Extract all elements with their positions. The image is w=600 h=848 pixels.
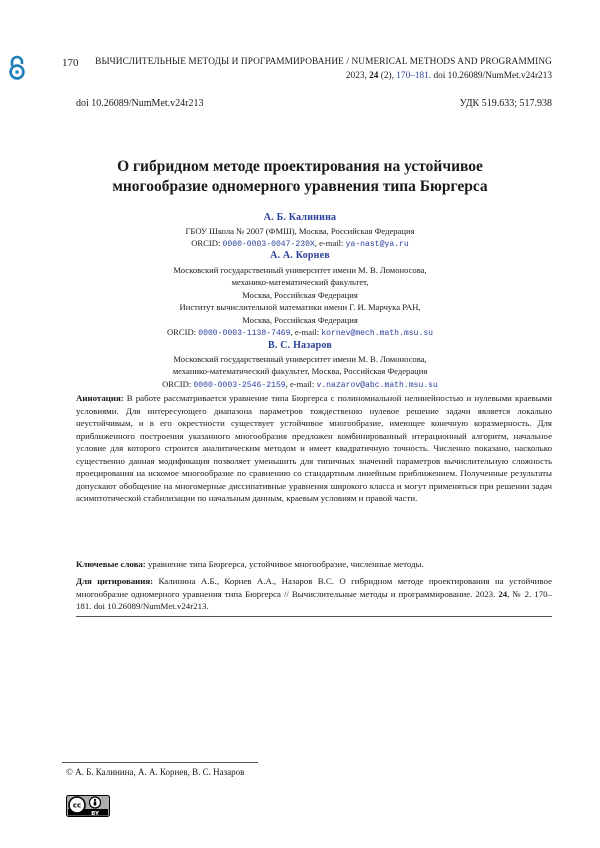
article-title <box>60 157 540 197</box>
author-affiliation <box>60 353 540 392</box>
keywords-label: Ключевые слова: <box>76 559 146 569</box>
affiliation-line: механико-математический факультет, Москва, Российская Федерация <box>172 366 428 377</box>
email-label: , e-mail: <box>314 238 344 249</box>
citation-volume: 24 <box>498 588 508 599</box>
citation-label: Для цитирования: <box>76 576 154 586</box>
udk-code: УДК 519.633; 517.938 <box>459 98 552 109</box>
email-link[interactable]: v.nazarov@abc.math.msu.su <box>316 380 438 390</box>
section-divider <box>76 616 552 617</box>
orcid-link[interactable]: 0000-0003-2546-2159 <box>193 380 286 390</box>
abstract <box>76 392 552 505</box>
affiliation-line: Московский государственный университет имени М. В. Ломоносова, <box>173 354 427 364</box>
journal-name: ВЫЧИСЛИТЕЛЬНЫЕ МЕТОДЫ И ПРОГРАММИРОВАНИЕ / NUMERICAL METHODS AND PROGRAMMING <box>95 57 552 67</box>
orcid-label: ORCID: <box>166 327 197 338</box>
author-name: А. Б. Калинина <box>263 212 337 223</box>
orcid-link[interactable]: 0000-0003-1138-7469 <box>198 329 291 339</box>
affiliation-line: ГБОУ Школа № 2007 (ФМШ), Москва, Российская Федерация <box>185 226 415 236</box>
affiliation-line: механико-математический факультет, <box>231 277 369 288</box>
email-label: , e-mail: <box>290 327 320 338</box>
affiliation-line: Московский государственный университет имени М. В. Ломоносова, <box>173 265 427 275</box>
abstract-label: Аннотация: <box>76 393 124 403</box>
svg-text:cc: cc <box>72 801 82 810</box>
orcid-label: ORCID: <box>191 238 221 249</box>
page-number: 170 <box>62 57 79 69</box>
journal-issue: (2), <box>380 71 394 81</box>
author-contacts <box>60 326 540 340</box>
copyright-notice: © А. Б. Калинина, А. А. Корнев, В. С. Назаров <box>66 767 245 777</box>
email-link[interactable]: ya-nast@ya.ru <box>345 240 409 250</box>
affiliation-line: Институт вычислительной математики имени Г. И. Марчука РАН, <box>179 302 421 313</box>
affiliation-line: Москва, Российская Федерация <box>242 289 358 300</box>
title-line-1: О гибридном методе проектирования на устойчивое <box>117 158 483 175</box>
license-label: BY <box>91 811 99 817</box>
pages-link[interactable]: 170–181. <box>396 71 432 81</box>
keywords-text: уравнение типа Бюргерса, устойчивое многообразие, численные методы. <box>147 559 424 569</box>
footnote-divider <box>62 762 258 763</box>
author-name: А. А. Корнев <box>270 250 330 261</box>
cc-by-icon[interactable] <box>66 795 110 817</box>
affiliation-line: Москва, Российская Федерация <box>242 314 358 325</box>
open-access-icon <box>8 55 26 81</box>
author-contacts <box>60 378 540 392</box>
email-link[interactable]: kornev@mech.math.msu.su <box>321 329 434 339</box>
orcid-link[interactable]: 0000-0003-0047-230X <box>222 240 315 250</box>
author-name: В. С. Назаров <box>267 340 332 351</box>
citation-text-end: , № 2. 170–181. doi 10.26089/NumMet.v24r213. <box>76 588 552 611</box>
email-label: , e-mail: <box>285 378 315 389</box>
journal-year: 2023, <box>345 71 367 81</box>
journal-volume: 24 <box>369 71 379 81</box>
orcid-label: ORCID: <box>162 378 192 389</box>
title-line-2: многообразие одномерного уравнения типа Бюргерса <box>112 178 488 195</box>
article-doi: doi 10.26089/NumMet.v24r213 <box>76 98 204 109</box>
citation-block <box>76 575 552 613</box>
abstract-text: В работе рассматривается уравнение типа Бюргерса с полиномиальной нелинейностью и нулевыми краевыми условиями. Для интересующего диапазона параметров тождественно нулевое решение задачи является локально неустойчивым, и в его окрестности существует устойчивое многообразие, имеющее конечную коразмерность. Для приближенного построения указанного многообразия предложен комбинированный итерационный алгоритм, начальное условие для которого строится аналитическим методом и имеет квадратичную точность. Численно показано, насколько существенно данная модификация позволяет уменьшить для типичных значений параметров вычислительную сложность проецирования на искомое многообразие по сравнению со стандартным линейным приближением. Полученные результаты допускают обобщение на многомерные диссипативные уравнения широкого класса и могут применяться при решении задач асимптотической стабилизации по начальным данным, краевым условиям и правой части. <box>76 393 552 503</box>
header-doi: doi 10.26089/NumMet.v24r213 <box>433 71 552 81</box>
journal-citation <box>346 71 552 81</box>
keywords <box>76 558 552 571</box>
author-affiliation <box>60 264 540 340</box>
author-affiliation <box>60 225 540 252</box>
citation-text: Калинина А.Б., Корнев А.А., Назаров В.С. О гибридном методе проектирования на устойчивое многообразие одномерного уравнения типа Бюргерса // Вычислительные методы и программирование. 2023. <box>76 576 552 599</box>
